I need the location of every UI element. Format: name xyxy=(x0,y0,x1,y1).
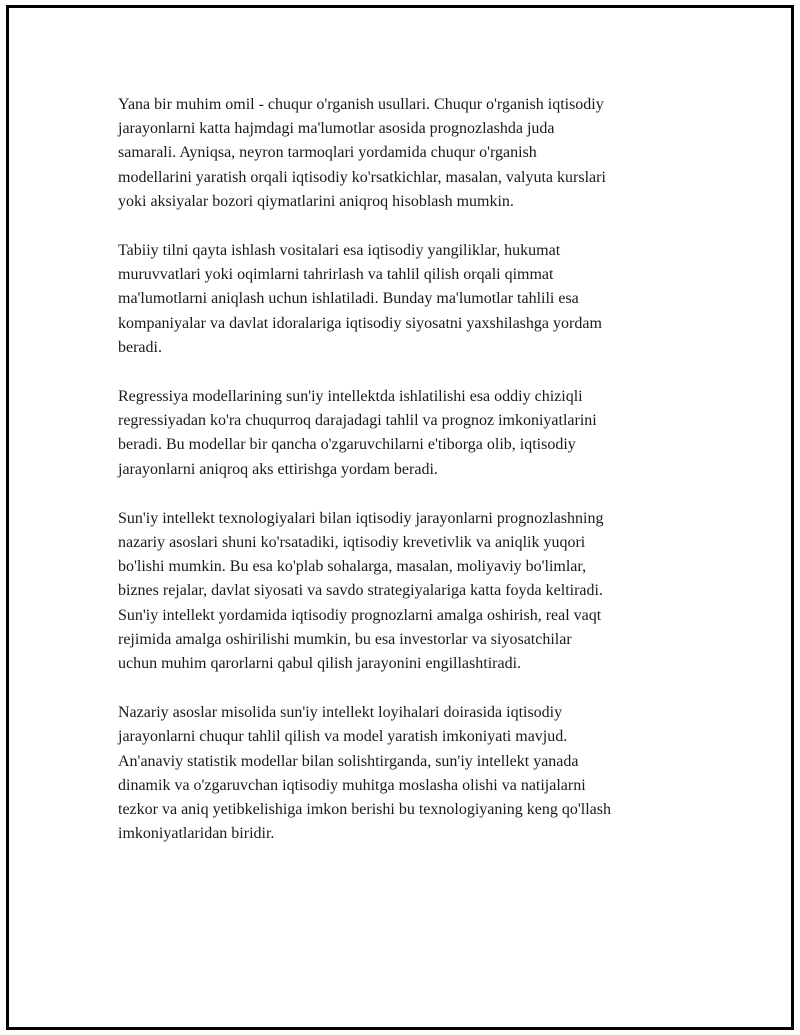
paragraph-3: Regressiya modellarining sun'iy intellektda ishlatilishi esa oddiy chiziqli regressiyadan ko'ra chuqurroq darajadagi tahlil va prognoz imkoniyatlarini beradi. Bu modellar bir qancha o'zgaruvchilarni e'tiborga olib, iqtisodiy jarayonlarni aniqroq aks ettirishga yordam beradi. xyxy=(118,388,597,478)
paragraph-1: Yana bir muhim omil - chuqur o'rganish usullari. Chuqur o'rganish iqtisodiy jarayonlarni katta hajmdagi ma'lumotlar asosida prognozlashda juda samarali. Ayniqsa, neyron tarmoqlari yordamida chuqur o'rganish modellarini yaratish orqali iqtisodiy ko'rsatkichlar, masalan, valyuta kurslari yoki aksiyalar bozori qiymatlarini aniqroq hisoblash mumkin. xyxy=(118,96,606,210)
paragraph-4: Sun'iy intellekt texnologiyalari bilan iqtisodiy jarayonlarni prognozlashning nazariy asoslari shuni ko'rsatadiki, iqtisodiy krevetivlik va aniqlik yuqori bo'lishi mumkin. Bu esa ko'plab sohalarga, masalan, moliyaviy bo'limlar, biznes rejalar, davlat siyosati va savdo strategiyalariga katta foyda keltiradi. Sun'iy intellekt yordamida iqtisodiy prognozlarni amalga oshirish, real vaqt rejimida amalga oshirilishi mumkin, bu esa investorlar va siyosatchilar uchun muhim qarorlarni qabul qilish jarayonini engillashtiradi. xyxy=(118,509,604,673)
paragraph-5: Nazariy asoslar misolida sun'iy intellekt loyihalari doirasida iqtisodiy jarayonlarni chuqur tahlil qilish va model yaratish imkoniyati mavjud. An'anaviy statistik modellar bilan solishtirganda, sun'iy intellekt yanada dinamik va o'zgaruvchan iqtisodiy muhitga moslasha olishi va natijalarni tezkor va aniq yetibkelishiga imkon berishi bu texnologiyaning keng qo'llash imkoniyatlaridan biridir. xyxy=(118,704,612,843)
document-body xyxy=(118,93,688,871)
paragraph-2: Tabiiy tilni qayta ishlash vositalari esa iqtisodiy yangiliklar, hukumat muruvvatlari yoki oqimlarni tahrirlash va tahlil qilish orqali qimmat ma'lumotlarni aniqlash uchun ishlatiladi. Bunday ma'lumotlar tahlili esa kompaniyalar va davlat idoralariga iqtisodiy siyosatni yaxshilashga yordam beradi. xyxy=(118,242,602,356)
